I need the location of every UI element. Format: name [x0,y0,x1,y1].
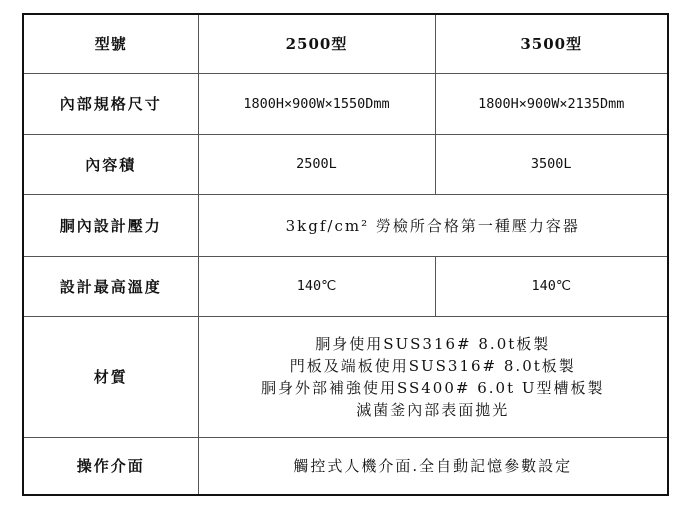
table-row [23,194,668,256]
material-line: 門板及端板使用SUS316# 8.0t板製 [289,356,576,375]
table-row [23,316,668,437]
header-label: 型號 [23,14,198,73]
row-label-dimensions: 內部規格尺寸 [23,73,198,134]
material-line: 滅菌釜內部表面拋光 [356,400,510,419]
row-label-pressure: 胴內設計壓力 [23,194,198,256]
header-model-2500: 2500型 [198,14,435,73]
row-label-interface: 操作介面 [23,437,198,495]
table-row [23,437,668,495]
dimensions-2500: 1800H×900W×1550Dmm [198,73,435,134]
material-line: 胴身外部補強使用SS400# 6.0t U型槽板製 [260,378,605,397]
material-value [198,316,668,437]
table-row [23,256,668,316]
spec-table [22,13,669,496]
dimensions-3500: 1800H×900W×2135Dmm [435,73,668,134]
table-row [23,73,668,134]
header-model-3500: 3500型 [435,14,668,73]
row-label-volume: 內容積 [23,134,198,194]
row-label-temperature: 設計最高溫度 [23,256,198,316]
table-row [23,134,668,194]
pressure-value: 3kgf/cm² 勞檢所合格第一種壓力容器 [198,194,668,256]
header-row [23,14,668,73]
temperature-2500: 140℃ [198,256,435,316]
interface-value: 觸控式人機介面.全自動記憶參數設定 [198,437,668,495]
material-line: 胴身使用SUS316# 8.0t板製 [315,334,551,353]
row-label-material: 材質 [23,316,198,437]
temperature-3500: 140℃ [435,256,668,316]
volume-2500: 2500L [198,134,435,194]
volume-3500: 3500L [435,134,668,194]
